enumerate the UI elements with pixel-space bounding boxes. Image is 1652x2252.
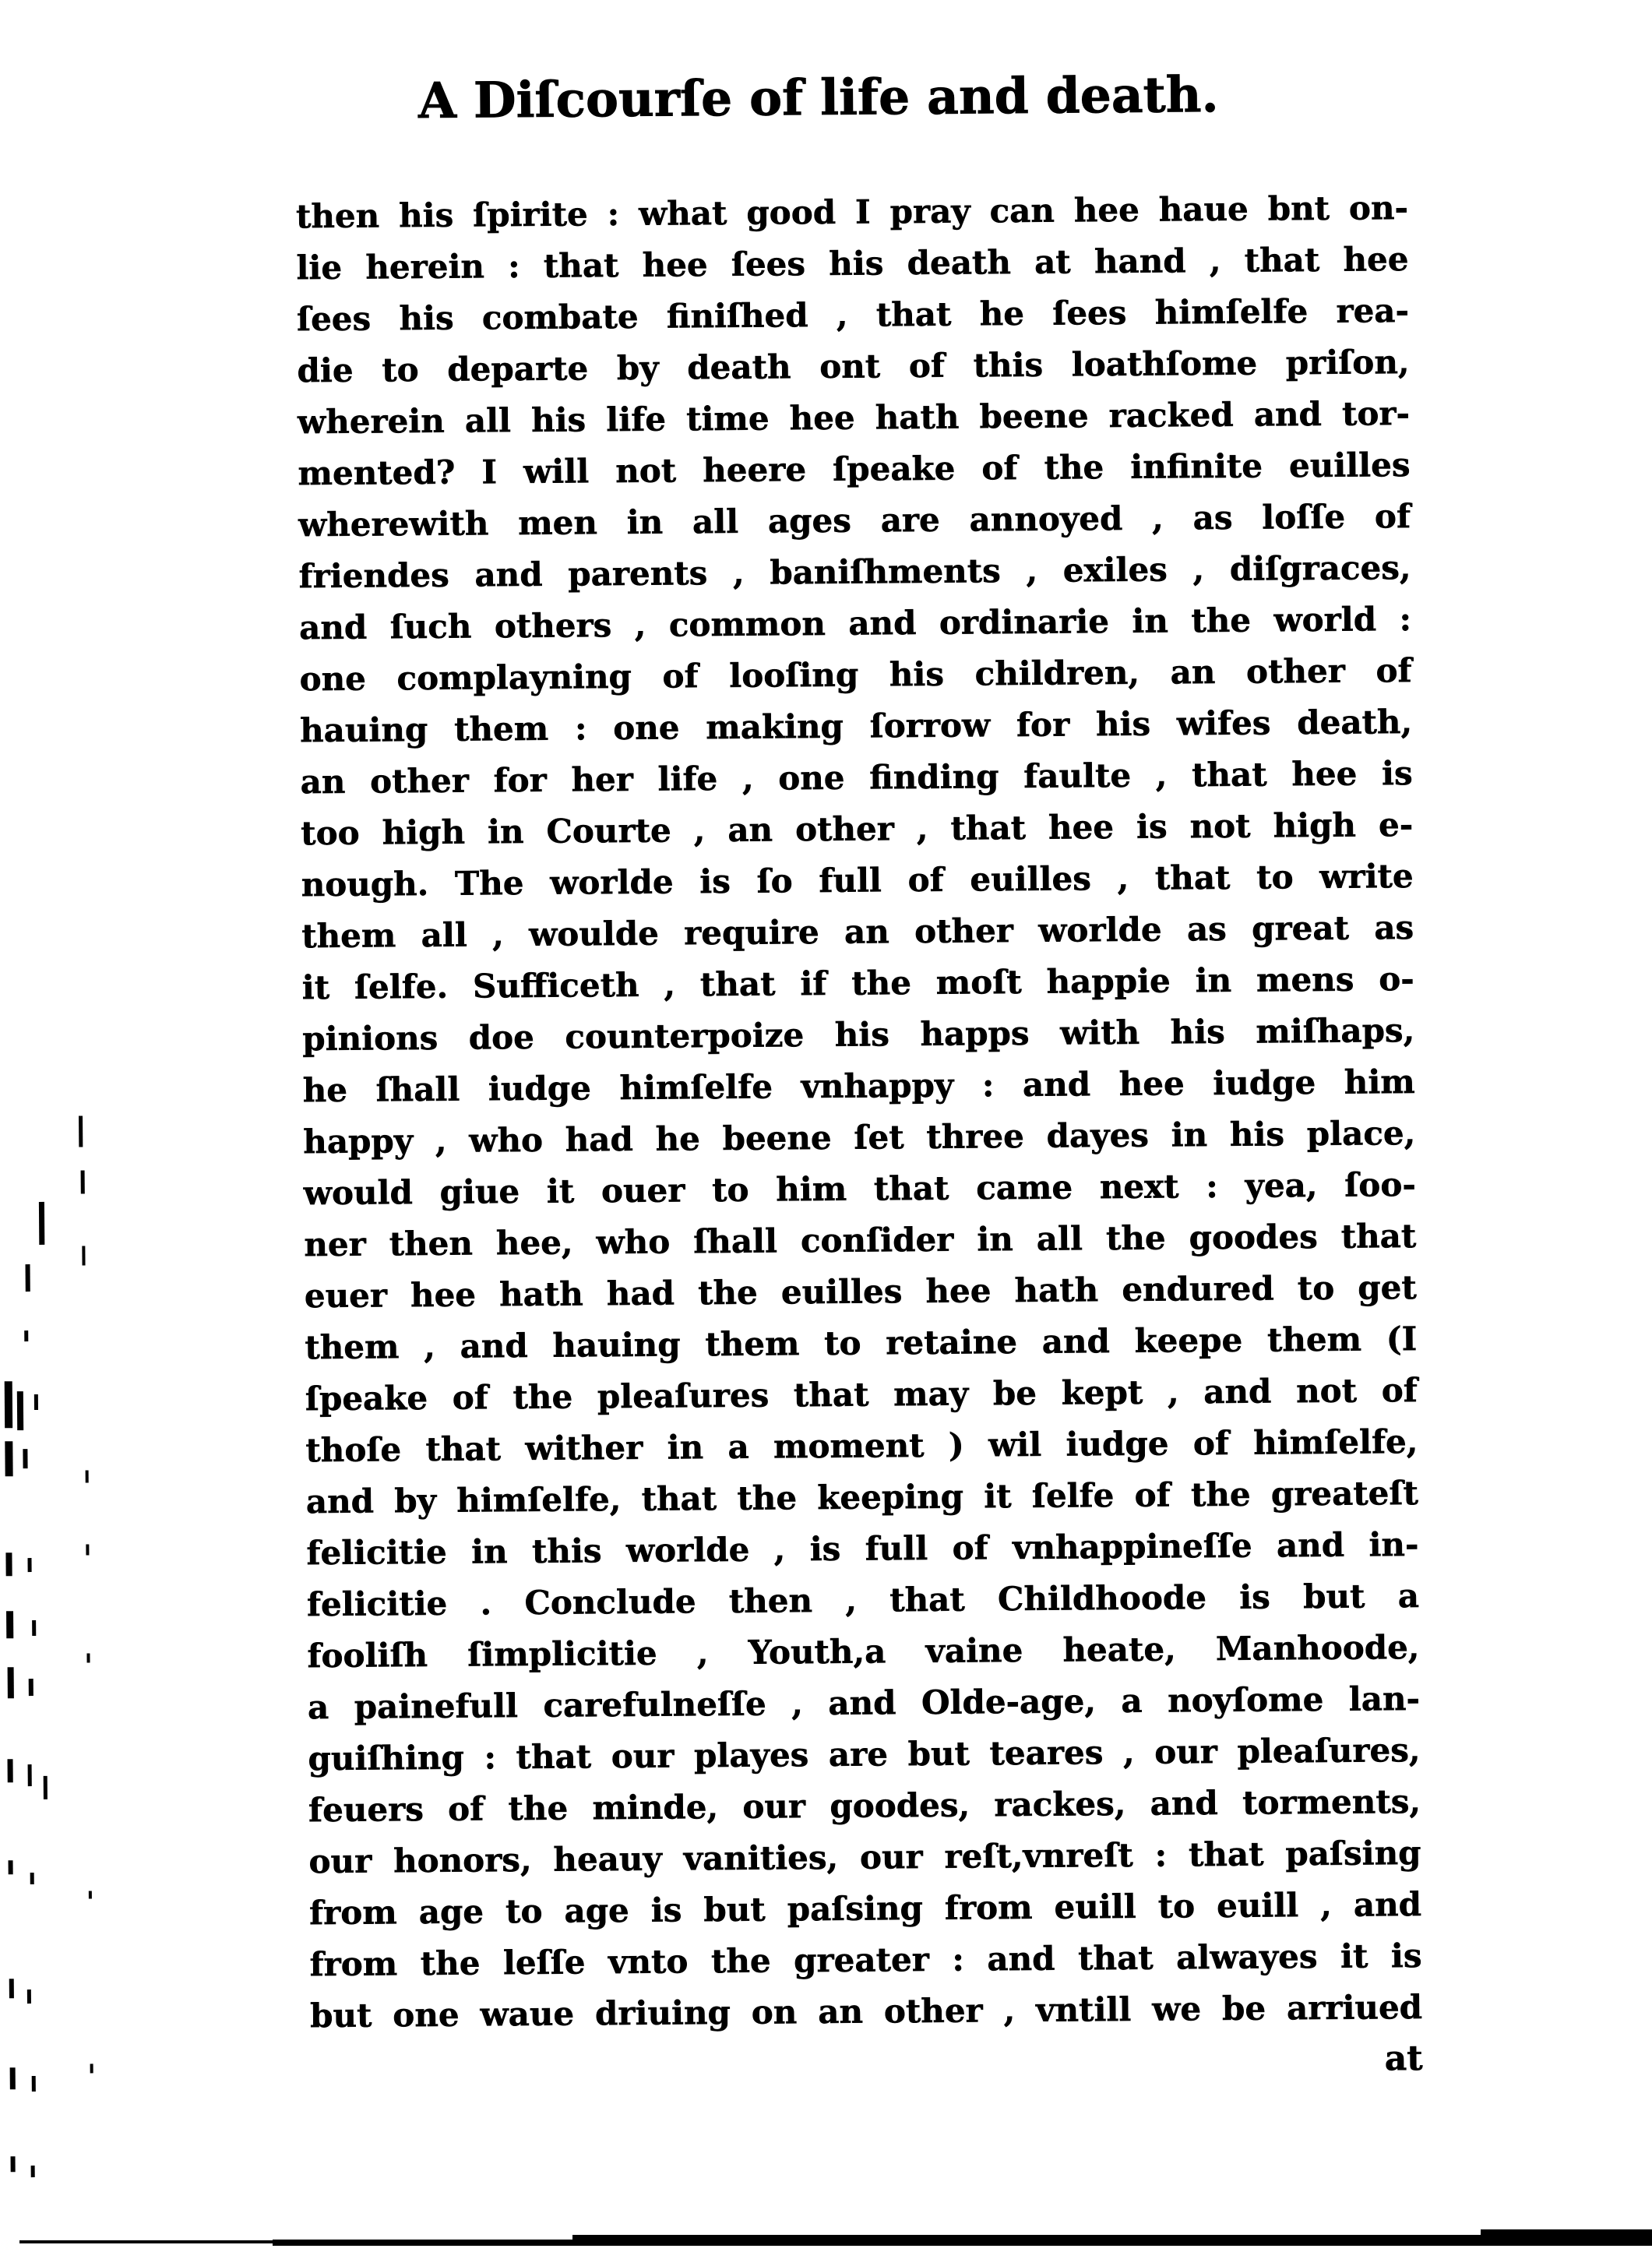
text-line-26: and by himſelfe, that the keeping it ſelfe of the greateſt [305,1474,1419,1521]
scan-noise-mark [44,1776,48,1799]
text-line-10: one complayning of looſing his children, an other of [299,651,1412,699]
scan-noise-mark [27,1989,31,2004]
text-line-3: ſees his combate finiſhed , that he ſees himſelfe rea- [296,291,1410,339]
scan-noise-mark [6,1611,13,1638]
scan-noise-mark [79,1116,83,1147]
body-text [296,182,1423,2042]
text-line-29: fooliſh ſimplicitie , Youth,a vaine heate, Manhoode, [307,1628,1420,1676]
text-line-11: hauing them : one making ſorrow for his wifes death, [299,703,1413,750]
scan-noise-mark [81,1170,85,1193]
text-line-19: happy , who had he beene ſet three dayes in his place, [303,1114,1416,1161]
scan-edge-bar [1481,2229,1652,2246]
text-line-4: die to departe by death ont of this loathſome priſon, [297,343,1410,390]
text-line-36: but one waue driuing on an other , vntill we be arriued [309,1988,1423,2035]
scan-noise-mark [90,2063,93,2073]
text-line-27: felicitie in this worlde , is full of vnhappineſſe and in- [306,1525,1419,1573]
scan-noise-mark [32,1620,36,1636]
text-line-18: he ſhall iudge himſelfe vnhappy : and hee iudge him [302,1063,1415,1110]
scan-edge-bar [273,2240,600,2246]
scan-noise-mark [24,1330,28,1341]
text-line-15: them all , woulde require an other worlde as great as [301,908,1414,956]
text-line-35: from the leſſe vnto the greater : and that alwayes it is [309,1937,1422,1984]
scan-noise-mark [82,1246,85,1265]
text-line-2: lie herein : that hee ſees his death at hand , that hee [296,240,1409,287]
text-line-22: euer hee hath had the euilles hee hath endured to get [304,1268,1418,1316]
text-line-21: ner then hee, who ſhall conſider in all the goodes that [304,1217,1417,1264]
scan-noise-mark [29,1679,33,1696]
scan-noise-mark [39,1202,44,1245]
text-line-5: wherein all his life time hee hath beene racked and tor- [297,394,1411,442]
page-title: A Diſcourſe of life and death. [417,65,1219,130]
scan-noise-mark [5,1441,12,1476]
scan-noise-mark [17,1391,23,1430]
scan-noise-mark [9,1979,14,1998]
scan-noise-mark [28,1764,32,1786]
text-line-12: an other for her life , one finding faulte , that hee is [300,754,1413,802]
text-line-23: them , and hauing them to retaine and keepe them (I [305,1320,1418,1367]
text-line-28: felicitie . Conclude then , that Childhoode is but a [306,1577,1420,1624]
margin-noise [0,0,1644,6]
text-line-20: would giue it ouer to him that came next : yea, ſoo- [303,1165,1416,1213]
scan-noise-mark [86,1653,90,1662]
text-line-34: from age to age is but paſsing from euill to euill , and [308,1885,1422,1933]
scan-noise-mark [10,2067,16,2089]
scan-noise-mark [8,1759,13,1782]
text-line-17: pinions doe counterpoize his happs with his miſhaps, [302,1011,1415,1059]
text-line-24: ſpeake of the pleaſures that may be kept , and not of [305,1371,1418,1419]
scan-noise-mark [31,2166,35,2177]
scan-noise-mark [86,1470,89,1482]
scan-noise-mark [89,1891,92,1898]
scan-noise-mark [27,1558,31,1572]
text-line-31: guiſhing : that our playes are but teares , our pleaſures, [308,1731,1421,1778]
text-line-8: friendes and parents , baniſhments , exiles , diſgraces, [298,548,1411,596]
scan-noise-mark [5,1381,12,1428]
scan-noise-mark [86,1544,89,1555]
scan-noise-mark [32,2076,36,2092]
text-line-14: nough. The worlde is ſo full of euilles , that to write [301,857,1414,904]
scan-noise-mark [11,2156,16,2172]
text-line-9: and ſuch others , common and ordinarie in the world : [298,600,1412,647]
catchword: at [1384,2039,1423,2079]
scan-noise-mark [9,1860,13,1874]
scan-noise-mark [34,1394,38,1410]
text-line-32: feuers of the minde, our goodes, rackes, and torments, [308,1782,1421,1830]
scan-noise-mark [26,1264,30,1292]
text-line-25: thoſe that wither in a moment ) wil iudge of himſelfe, [305,1422,1418,1470]
text-line-13: too high in Courte , an other , that hee is not high e- [300,805,1414,853]
text-line-30: a painefull carefulneſſe , and Olde-age, a noyſome lan- [307,1679,1421,1727]
scan-noise-mark [8,1667,14,1698]
text-line-7: wherewith men in all ages are annoyed , as loſſe of [298,497,1411,544]
text-line-33: our honors, heauy vanities, our reſt,vnreſt : that paſsing [308,1834,1421,1881]
scan-noise-mark [23,1449,27,1468]
text-line-1: then his ſpirite : what good I pray can hee haue bnt on- [295,189,1409,236]
scan-noise-mark [30,1873,34,1884]
text-line-6: mented? I will not heere ſpeake of the infinite euilles [298,446,1411,493]
text-line-16: it ſelfe. Sufficeth , that if the moſt happie in mens o- [301,960,1414,1007]
scan-noise-mark [5,1552,12,1576]
